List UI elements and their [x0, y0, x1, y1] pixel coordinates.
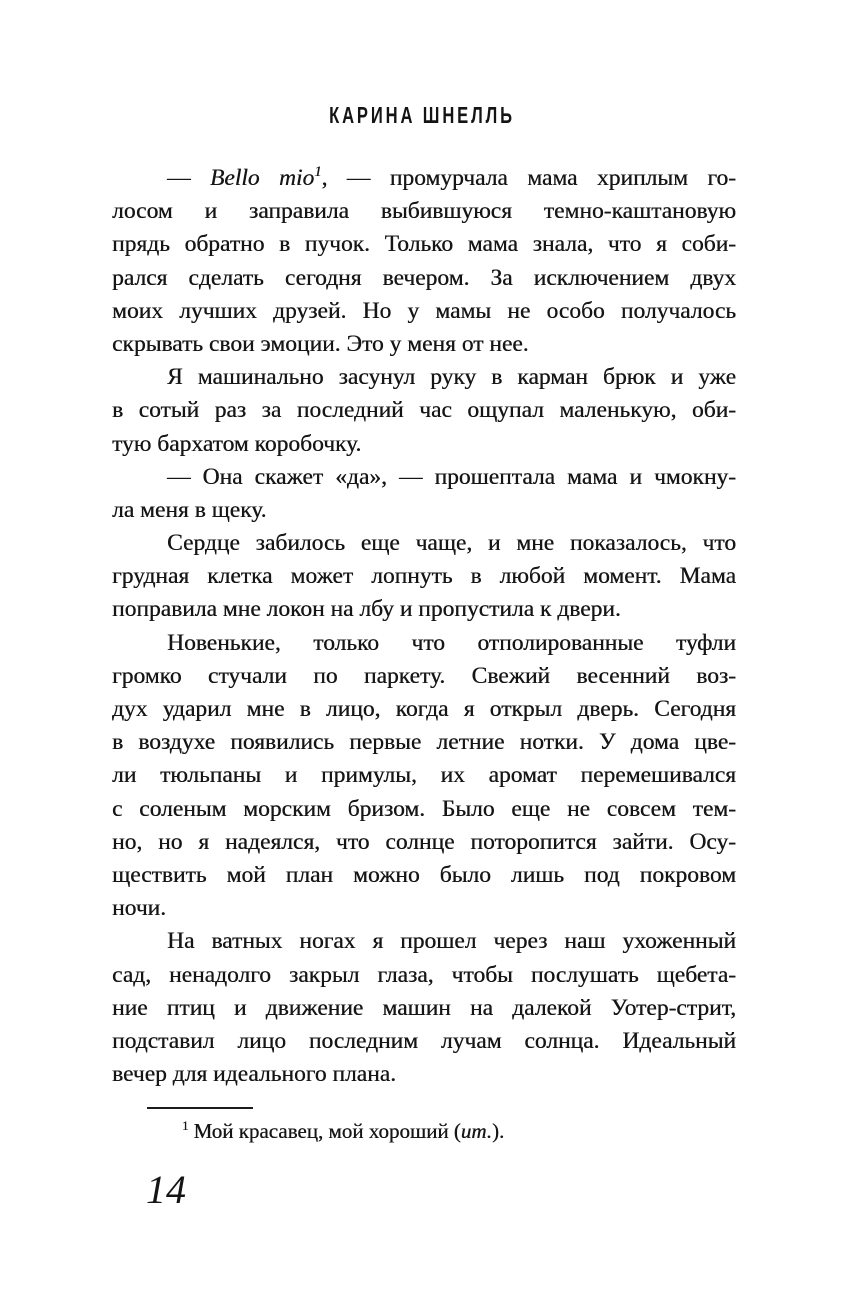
footnote-marker: 1 — [182, 1118, 189, 1133]
text-line — [112, 859, 736, 892]
text-segment: Новенькие, только что отполированные туфли — [167, 629, 736, 656]
text-segment: поправила мне локон на лбу и пропустила к двери. — [112, 596, 621, 623]
text-line — [112, 1025, 736, 1058]
text-line — [112, 162, 736, 195]
footnote-text — [194, 1119, 505, 1143]
text-segment: — Она скажет «да», — прошептала мама и чмокну- — [167, 463, 736, 490]
running-head: КАРИНА ШНЕЛЛЬ — [329, 102, 515, 128]
text-segment: На ватных ногах я прошел через наш ухоженный — [167, 928, 736, 955]
text-line — [112, 394, 736, 427]
text-segment: лосом и заправила выбившуюся темно-каштановую — [112, 198, 736, 225]
text-segment: , — промурчала мама хриплым го- — [321, 165, 737, 191]
text-line — [112, 328, 736, 361]
page-number: 14 — [146, 1167, 186, 1212]
footnote — [112, 1118, 736, 1145]
text-segment: ит. — [460, 1119, 492, 1143]
text-segment: Bello mio — [209, 165, 315, 191]
text-line — [112, 527, 736, 560]
text-segment: но, но я надеялся, что солнце поторопится зайти. Осу- — [112, 828, 736, 855]
text-line — [112, 1058, 736, 1091]
text-segment: в сотый раз за последний час ощупал маленькую, оби- — [112, 397, 736, 424]
text-segment: скрывать свои эмоции. Это у меня от нее. — [112, 330, 529, 357]
text-line — [112, 925, 736, 958]
text-segment: дух ударил мне в лицо, когда я открыл дверь. Сегодня — [112, 696, 736, 722]
text-segment: ние птиц и движение машин на далекой Уотер-стрит, — [112, 994, 736, 1021]
text-segment: прядь обратно в пучок. Только мама знала, что я соби- — [112, 231, 736, 258]
text-segment: вечер для идеального плана. — [112, 1061, 396, 1088]
text-segment: Я машинально засунул руку в карман брюк и уже — [167, 364, 736, 391]
text-segment: ла меня в щеку. — [112, 496, 267, 523]
text-line — [112, 759, 736, 792]
body-text — [112, 162, 736, 1091]
text-line — [112, 959, 736, 992]
text-line — [112, 560, 736, 593]
text-line — [112, 793, 736, 826]
text-segment: ночи. — [112, 895, 166, 922]
text-segment: — — [167, 165, 210, 191]
text-segment: рался сделать сегодня вечером. За исключением двух — [112, 264, 736, 291]
text-line — [112, 195, 736, 228]
text-line — [112, 593, 736, 626]
text-line — [112, 494, 736, 527]
text-line — [112, 361, 736, 394]
text-line — [112, 228, 736, 261]
text-segment: Сердце забилось еще чаще, и мне показалось, что — [167, 530, 736, 557]
text-line — [112, 892, 736, 925]
text-segment: сад, ненадолго закрыл глаза, чтобы послушать щебета- — [112, 961, 736, 988]
text-line — [112, 627, 736, 660]
text-line — [112, 428, 736, 461]
text-line — [112, 693, 736, 726]
text-segment: ли тюльпаны и примулы, их аромат перемешивался — [112, 762, 736, 789]
text-line — [112, 826, 736, 859]
text-line — [112, 461, 736, 494]
text-segment: ). — [491, 1119, 505, 1143]
text-line — [112, 262, 736, 295]
text-segment: подставил лицо последним лучам солнца. Идеальный — [112, 1027, 736, 1054]
text-line — [112, 992, 736, 1025]
text-segment: моих лучших друзей. Но у мамы не особо получалось — [112, 297, 736, 324]
text-segment: грудная клетка может лопнуть в любой момент. Мама — [112, 563, 736, 590]
text-segment: в воздухе появились первые летние нотки. У дома цве- — [112, 729, 736, 756]
text-segment: с соленым морским бризом. Было еще не совсем тем- — [112, 795, 736, 822]
text-line — [112, 726, 736, 759]
text-line — [112, 660, 736, 693]
footnote-reference-superscript: 1 — [314, 164, 322, 181]
text-segment: ществить мой план можно было лишь под покровом — [112, 861, 736, 888]
text-segment: громко стучали по паркету. Свежий весенний воз- — [112, 662, 736, 689]
footnote-rule — [147, 1107, 253, 1109]
text-segment: тую бархатом коробочку. — [112, 430, 362, 457]
text-segment: Мой красавец, мой хороший ( — [193, 1119, 461, 1143]
text-line — [112, 295, 736, 328]
